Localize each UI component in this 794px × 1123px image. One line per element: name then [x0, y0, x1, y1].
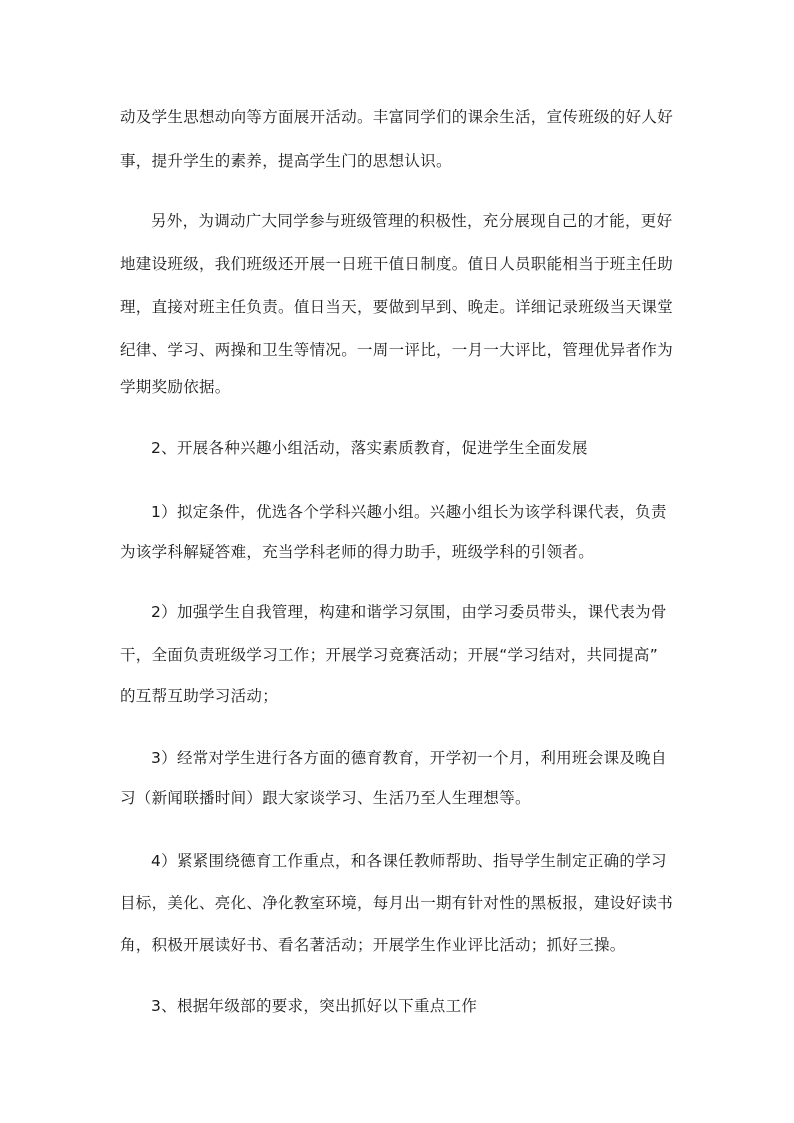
section-heading: 2、开展各种兴趣小组活动，落实素质教育，促进学生全面发展 — [151, 439, 588, 457]
paragraph-line: 习（新闻联播时间）跟大家谈学习、生活乃至人生理想等。 — [120, 789, 531, 807]
paragraph-line: 纪律、学习、两操和卫生等情况。一周一评比，一月一大评比，管理优异者作为 — [120, 341, 674, 359]
paragraph-line: 1）拟定条件，优选各个学科兴趣小组。兴趣小组长为该学科课代表，负责 — [151, 503, 667, 521]
paragraph-line: 地建设班级，我们班级还开展一日班干值日制度。值日人员职能相当于班主任助 — [120, 255, 674, 273]
paragraph-line: 的互帮互助学习活动； — [120, 687, 279, 705]
paragraph-line: 事，提升学生的素养，提高学生门的思想认识。 — [120, 152, 452, 170]
paragraph-line: 4）紧紧围绕德育工作重点，和各课任教师帮助、指导学生制定正确的学习 — [151, 852, 667, 870]
paragraph-line: 另外，为调动广大同学参与班级管理的积极性，充分展现自己的才能，更好 — [151, 212, 673, 230]
paragraph-line: 目标，美化、亮化、净化教室环境，每月出一期有针对性的黑板报，建设好读书 — [120, 894, 674, 912]
paragraph-line: 2）加强学生自我管理，构建和谐学习氛围，由学习委员带头，课代表为骨 — [151, 603, 667, 621]
paragraph-line: 角，积极开展读好书、看名著活动；开展学生作业评比活动；抓好三操。 — [120, 936, 626, 954]
paragraph-line: 动及学生思想动向等方面展开活动。丰富同学们的课余生活，宣传班级的好人好 — [120, 108, 674, 126]
paragraph-line: 为该学科解疑答难，充当学科老师的得力助手，班级学科的引领者。 — [120, 543, 595, 561]
paragraph-line: 学期奖励依据。 — [120, 378, 231, 396]
paragraph-line: 3）经常对学生进行各方面的德育教育，开学初一个月，利用班会课及晚自 — [151, 749, 667, 767]
paragraph-line: 理，直接对班主任负责。值日当天，要做到早到、晚走。详细记录班级当天课堂 — [120, 298, 674, 316]
section-heading: 3、根据年级部的要求，突出抓好以下重点工作 — [151, 997, 478, 1015]
paragraph-line: 干，全面负责班级学习工作；开展学习竞赛活动；开展“学习结对，共同提高” — [120, 646, 659, 664]
